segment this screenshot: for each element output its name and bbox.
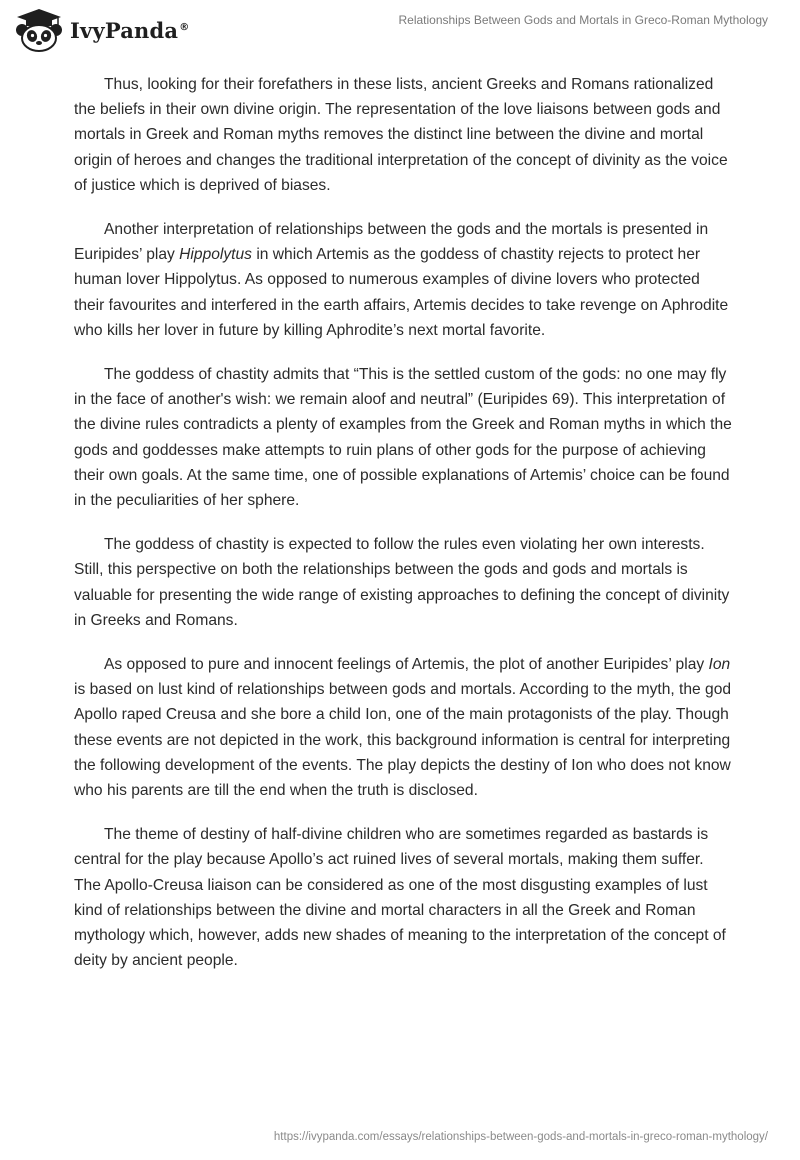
brand-name: IvyPanda® xyxy=(70,17,190,43)
panda-graduate-icon xyxy=(14,8,64,52)
document-title: Relationships Between Gods and Mortals in Greco-Roman Mythology xyxy=(398,13,768,27)
paragraph: The goddess of chastity is expected to follow the rules even violating her own interests. Still, this perspective on both the relationships between the gods and gods and mortals is valuable for presenting the wide range of existing approaches to defining the concept of divinity in Greeks and Romans. xyxy=(74,536,730,629)
page-header xyxy=(0,0,800,60)
paragraph: The theme of destiny of half-divine children who are sometimes regarded as bastards is central for the play because Apollo’s act ruined lives of several mortals, making them suffer. The Apollo-Creusa liaison can be considered as one of the most disgusting examples of lust kind of relationships between the divine and mortal characters in all the Greek and Roman mythology which, however, adds new shades of meaning to the interpretation of the concept of deity by ancient people. xyxy=(74,826,726,970)
paragraph: The goddess of chastity admits that “This is the settled custom of the gods: no one may fly in the face of another's wish: we remain aloof and neutral” (Euripides 69). This interpretation of the divine rules contradicts a plenty of examples from the Greek and Roman myths in which the gods and goddesses make attempts to ruin plans of other gods for the purpose of achieving their own goals. At the same time, one of possible explanations of Artemis’ choice can be found in the peculiarities of her sphere. xyxy=(74,366,732,510)
ivypanda-logo[interactable] xyxy=(14,8,189,52)
paragraph: Thus, looking for their forefathers in these lists, ancient Greeks and Romans rationalized the beliefs in their own divine origin. The representation of the love liaisons between gods and mortals in Greek and Roman myths removes the distinct line between the divine and mortal origin of heroes and changes the traditional interpretation of the concept of divinity as the voice of justice which is deprived of biases. xyxy=(74,76,728,194)
source-url-link[interactable]: https://ivypanda.com/essays/relationships-between-gods-and-mortals-in-greco-roman-mythology/ xyxy=(273,1131,768,1143)
essay-body xyxy=(74,72,734,993)
paragraph: Another interpretation of relationships between the gods and the mortals is presented in Euripides’ play Hippolytus in which Artemis as the goddess of chastity rejects to protect her human lover Hippolytus. As opposed to numerous examples of divine lovers who protected their favourites and interfered in the earth affairs, Artemis decides to take revenge on Aphrodite who kills her lover in future by killing Aphrodite’s next mortal favorite. xyxy=(74,221,729,339)
paragraph: As opposed to pure and innocent feelings of Artemis, the plot of another Euripides’ play Ion is based on lust kind of relationships between gods and mortals. According to the myth, the god Apollo raped Creusa and she bore a child Ion, one of the main protagonists of the play. Though these events are not depicted in the work, this background information is central for interpreting the following development of the events. The play depicts the destiny of Ion who does not know who his parents are till the end when the truth is disclosed. xyxy=(74,656,732,800)
